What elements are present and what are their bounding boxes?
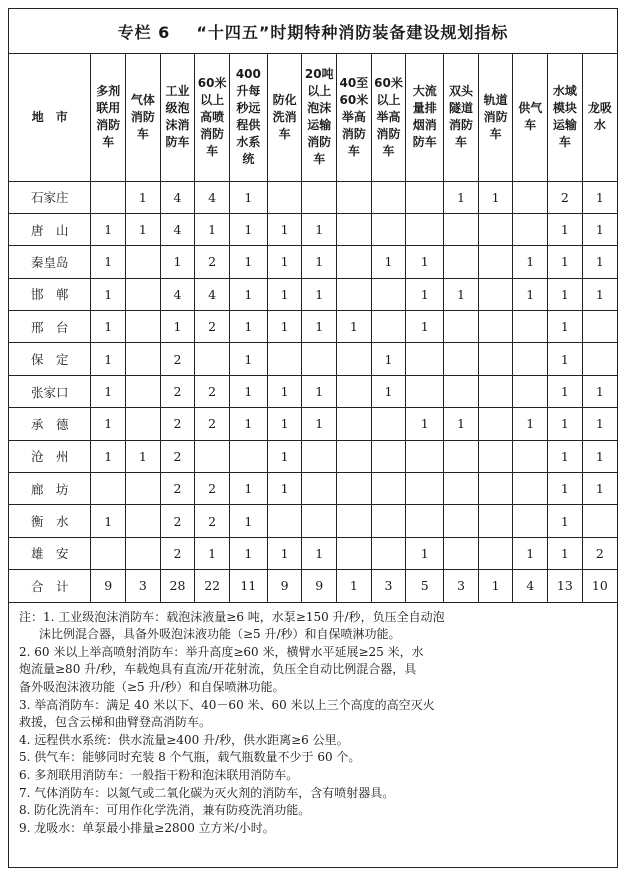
note-line: 8. 防化洗消车：可用作化学洗消，兼有防疫洗消功能。 (19, 803, 311, 818)
value-cell: 9 (91, 570, 126, 602)
value-cell: 5 (406, 570, 444, 602)
value-cell (371, 473, 406, 505)
document-page (8, 8, 618, 868)
value-cell: 1 (337, 311, 372, 343)
note-line: 救援，包含云梯和曲臂登高消防车。 (19, 715, 212, 730)
value-cell: 11 (229, 570, 267, 602)
value-cell: 1 (229, 278, 267, 310)
header-row (9, 54, 617, 181)
total-row (9, 570, 617, 602)
value-cell (582, 505, 617, 537)
city-cell: 唐 山 (9, 213, 91, 245)
value-cell: 1 (126, 181, 161, 213)
note-line: 5. 供气车：能够同时充装 8 个气瓶，载气瓶数量不少于 60 个。 (19, 750, 361, 765)
value-cell: 3 (126, 570, 161, 602)
city-cell: 张家口 (9, 375, 91, 407)
value-cell (478, 246, 513, 278)
value-cell: 1 (267, 537, 302, 569)
value-cell: 1 (548, 505, 583, 537)
value-cell (302, 473, 337, 505)
table-title (9, 9, 617, 54)
note-line: 注：1. 工业级泡沫消防车：载泡沫液量≥6 吨，水泵≥150 升/秒，负压全自动泡 (19, 609, 445, 624)
value-cell (513, 375, 548, 407)
value-cell: 9 (267, 570, 302, 602)
table-row (9, 375, 617, 407)
value-cell (302, 343, 337, 375)
value-cell: 4 (513, 570, 548, 602)
value-cell: 1 (302, 537, 337, 569)
header-label: 60米以上举高消防车 (374, 75, 403, 158)
header-label: 轨道消防车 (483, 92, 508, 141)
value-cell (444, 246, 479, 278)
city-cell: 石家庄 (9, 181, 91, 213)
value-cell (513, 440, 548, 472)
value-cell (444, 343, 479, 375)
value-cell (302, 440, 337, 472)
value-cell: 1 (406, 537, 444, 569)
value-cell: 1 (548, 537, 583, 569)
value-cell (478, 537, 513, 569)
header-cell (302, 54, 337, 181)
note-line: 沫比例混合器，具备外吸泡沫液功能（≥5 升/秒）和自保喷淋功能。 (39, 627, 401, 642)
header-label: 20吨以上泡沫运输消防车 (304, 67, 334, 167)
value-cell (337, 408, 372, 440)
value-cell: 3 (371, 570, 406, 602)
note-line: 备外吸泡沫液功能（≥5 升/秒）和自保喷淋功能。 (19, 679, 285, 694)
value-cell (513, 181, 548, 213)
value-cell (406, 440, 444, 472)
header-cell (126, 54, 161, 181)
city-cell: 雄 安 (9, 537, 91, 569)
value-cell: 1 (548, 440, 583, 472)
table-row (9, 343, 617, 375)
header-cell (229, 54, 267, 181)
value-cell: 1 (582, 408, 617, 440)
title-text: “十四五”时期特种消防装备建设规划指标 (196, 22, 509, 42)
value-cell (337, 440, 372, 472)
header-label: 工业级泡沫消防车 (165, 84, 190, 150)
value-cell: 1 (548, 213, 583, 245)
table-row (9, 537, 617, 569)
header-label: 防化洗消车 (272, 92, 297, 141)
value-cell (582, 311, 617, 343)
value-cell (371, 311, 406, 343)
note-line: 7. 气体消防车：以氮气或二氧化碳为灭火剂的消防车，含有喷射器具。 (19, 785, 395, 800)
value-cell (337, 537, 372, 569)
value-cell (126, 537, 161, 569)
value-cell: 1 (91, 278, 126, 310)
table-row (9, 246, 617, 278)
value-cell (478, 278, 513, 310)
value-cell: 2 (582, 537, 617, 569)
header-cell (406, 54, 444, 181)
value-cell: 1 (195, 537, 230, 569)
value-cell (126, 278, 161, 310)
value-cell: 2 (160, 505, 195, 537)
value-cell: 4 (195, 181, 230, 213)
value-cell (406, 181, 444, 213)
value-cell (582, 343, 617, 375)
value-cell: 28 (160, 570, 195, 602)
value-cell: 1 (229, 213, 267, 245)
value-cell (126, 311, 161, 343)
value-cell: 1 (444, 181, 479, 213)
value-cell: 1 (229, 246, 267, 278)
value-cell: 2 (195, 375, 230, 407)
value-cell: 1 (91, 311, 126, 343)
table-row (9, 505, 617, 537)
city-cell: 邯 郸 (9, 278, 91, 310)
header-label: 地 市 (31, 109, 68, 124)
value-cell: 2 (160, 408, 195, 440)
value-cell (406, 473, 444, 505)
value-cell: 1 (582, 181, 617, 213)
value-cell: 4 (195, 278, 230, 310)
header-cell (513, 54, 548, 181)
value-cell: 2 (195, 311, 230, 343)
value-cell: 1 (91, 505, 126, 537)
value-cell: 1 (267, 246, 302, 278)
value-cell: 1 (91, 408, 126, 440)
value-cell (371, 408, 406, 440)
notes-section (9, 603, 617, 838)
header-cell (337, 54, 372, 181)
header-cell (371, 54, 406, 181)
value-cell (337, 343, 372, 375)
value-cell (406, 375, 444, 407)
value-cell: 1 (513, 246, 548, 278)
header-cell (91, 54, 126, 181)
value-cell: 1 (229, 375, 267, 407)
value-cell: 4 (160, 181, 195, 213)
note-line: 9. 龙吸水：单泵最小排量≥2800 立方米/小时。 (19, 820, 275, 835)
value-cell (478, 375, 513, 407)
value-cell (371, 537, 406, 569)
value-cell: 1 (126, 213, 161, 245)
value-cell: 1 (160, 246, 195, 278)
value-cell: 1 (229, 473, 267, 505)
value-cell (337, 473, 372, 505)
value-cell (444, 440, 479, 472)
value-cell (91, 181, 126, 213)
value-cell (337, 181, 372, 213)
value-cell (337, 278, 372, 310)
table-row (9, 278, 617, 310)
value-cell (371, 278, 406, 310)
value-cell (195, 343, 230, 375)
note-line: 4. 远程供水系统：供水流量≥400 升/秒，供水距离≥6 公里。 (19, 732, 349, 747)
value-cell (267, 343, 302, 375)
note-line: 炮流量≥80 升/秒，车载炮具有直流/开花射流，负压全自动比例混合器，具 (19, 662, 417, 677)
value-cell (126, 375, 161, 407)
value-cell (444, 505, 479, 537)
value-cell (126, 473, 161, 505)
value-cell (406, 343, 444, 375)
city-cell: 承 德 (9, 408, 91, 440)
value-cell (91, 473, 126, 505)
value-cell: 1 (548, 343, 583, 375)
value-cell: 1 (267, 311, 302, 343)
table-body (9, 181, 617, 602)
value-cell (406, 213, 444, 245)
value-cell: 1 (195, 213, 230, 245)
value-cell: 1 (229, 505, 267, 537)
value-cell: 1 (406, 408, 444, 440)
value-cell: 1 (302, 278, 337, 310)
value-cell: 1 (406, 311, 444, 343)
value-cell: 2 (160, 343, 195, 375)
equipment-table (9, 54, 617, 603)
city-cell: 廊 坊 (9, 473, 91, 505)
value-cell: 1 (478, 181, 513, 213)
value-cell: 1 (548, 246, 583, 278)
city-cell: 邢 台 (9, 311, 91, 343)
value-cell (478, 440, 513, 472)
header-label: 供气车 (518, 101, 543, 133)
value-cell: 2 (160, 375, 195, 407)
value-cell (371, 505, 406, 537)
header-cell (444, 54, 479, 181)
value-cell: 1 (548, 473, 583, 505)
value-cell (267, 505, 302, 537)
value-cell: 1 (91, 343, 126, 375)
table-row (9, 181, 617, 213)
table-row (9, 311, 617, 343)
header-cell (478, 54, 513, 181)
value-cell: 1 (267, 408, 302, 440)
value-cell: 1 (406, 278, 444, 310)
value-cell: 1 (126, 440, 161, 472)
value-cell: 9 (302, 570, 337, 602)
value-cell: 1 (582, 375, 617, 407)
value-cell (478, 311, 513, 343)
value-cell (337, 246, 372, 278)
value-cell (302, 181, 337, 213)
value-cell: 4 (160, 278, 195, 310)
header-cell (548, 54, 583, 181)
value-cell: 10 (582, 570, 617, 602)
value-cell: 1 (302, 246, 337, 278)
value-cell: 1 (91, 246, 126, 278)
value-cell: 1 (337, 570, 372, 602)
value-cell: 13 (548, 570, 583, 602)
value-cell (371, 213, 406, 245)
table-row (9, 440, 617, 472)
value-cell: 1 (582, 440, 617, 472)
note-line: 2. 60 米以上举高喷射消防车：举升高度≥60 米，横臂水平延展≥25 米，水 (19, 644, 424, 659)
value-cell (513, 311, 548, 343)
value-cell: 1 (513, 278, 548, 310)
value-cell: 2 (195, 246, 230, 278)
value-cell: 1 (302, 213, 337, 245)
value-cell: 1 (582, 473, 617, 505)
value-cell (371, 440, 406, 472)
value-cell (126, 505, 161, 537)
value-cell: 2 (195, 473, 230, 505)
value-cell: 1 (582, 278, 617, 310)
header-cell (267, 54, 302, 181)
value-cell: 1 (267, 213, 302, 245)
value-cell: 1 (267, 473, 302, 505)
value-cell (478, 213, 513, 245)
value-cell (444, 213, 479, 245)
value-cell: 1 (91, 213, 126, 245)
value-cell: 1 (229, 181, 267, 213)
header-label: 大流量排烟消防车 (412, 84, 437, 150)
value-cell: 4 (160, 213, 195, 245)
value-cell: 1 (229, 311, 267, 343)
value-cell: 1 (513, 408, 548, 440)
value-cell: 1 (229, 343, 267, 375)
table-row (9, 213, 617, 245)
value-cell: 1 (229, 408, 267, 440)
value-cell (513, 473, 548, 505)
note-line: 6. 多剂联用消防车：一般指干粉和泡沫联用消防车。 (19, 767, 299, 782)
value-cell: 1 (548, 311, 583, 343)
header-cell (195, 54, 230, 181)
value-cell (444, 473, 479, 505)
value-cell: 1 (371, 375, 406, 407)
value-cell: 2 (160, 537, 195, 569)
value-cell (337, 213, 372, 245)
value-cell (444, 375, 479, 407)
value-cell (337, 505, 372, 537)
header-cell (160, 54, 195, 181)
value-cell (91, 537, 126, 569)
value-cell (406, 505, 444, 537)
value-cell: 1 (302, 375, 337, 407)
value-cell: 1 (267, 375, 302, 407)
value-cell: 1 (267, 278, 302, 310)
city-cell: 沧 州 (9, 440, 91, 472)
title-tag: 专栏 6 (117, 22, 171, 42)
value-cell: 1 (444, 408, 479, 440)
value-cell: 1 (91, 375, 126, 407)
value-cell: 2 (160, 440, 195, 472)
header-city (9, 54, 91, 181)
value-cell: 1 (160, 311, 195, 343)
city-cell: 秦皇岛 (9, 246, 91, 278)
table-row (9, 473, 617, 505)
value-cell: 1 (302, 311, 337, 343)
value-cell (229, 440, 267, 472)
value-cell (371, 181, 406, 213)
value-cell (195, 440, 230, 472)
value-cell (126, 343, 161, 375)
value-cell (444, 311, 479, 343)
header-cell (582, 54, 617, 181)
value-cell: 1 (582, 213, 617, 245)
header-label: 多剂联用消防车 (96, 84, 121, 150)
value-cell: 1 (444, 278, 479, 310)
header-label: 龙吸水 (587, 101, 612, 133)
value-cell: 1 (548, 408, 583, 440)
value-cell: 1 (406, 246, 444, 278)
value-cell (513, 343, 548, 375)
value-cell: 1 (371, 246, 406, 278)
value-cell (302, 505, 337, 537)
value-cell (444, 537, 479, 569)
value-cell (267, 181, 302, 213)
value-cell (478, 505, 513, 537)
header-label: 60米以上高喷消防车 (197, 75, 227, 158)
value-cell (337, 375, 372, 407)
header-label: 400升每秒远程供水系统 (235, 67, 261, 167)
value-cell (126, 408, 161, 440)
city-cell: 衡 水 (9, 505, 91, 537)
value-cell: 3 (444, 570, 479, 602)
value-cell: 1 (513, 537, 548, 569)
value-cell (478, 343, 513, 375)
city-cell: 保 定 (9, 343, 91, 375)
city-cell: 合 计 (9, 570, 91, 602)
value-cell (126, 246, 161, 278)
value-cell: 1 (478, 570, 513, 602)
header-label: 双头隧道消防车 (448, 84, 473, 150)
note-line: 3. 举高消防车：满足 40 米以下、40－60 米、60 米以上三个高度的高空灭火 (19, 697, 435, 712)
value-cell: 1 (267, 440, 302, 472)
value-cell (478, 408, 513, 440)
value-cell (513, 505, 548, 537)
value-cell: 1 (302, 408, 337, 440)
value-cell: 2 (548, 181, 583, 213)
value-cell: 2 (195, 408, 230, 440)
value-cell: 22 (195, 570, 230, 602)
value-cell: 2 (195, 505, 230, 537)
value-cell: 1 (229, 537, 267, 569)
value-cell: 1 (548, 278, 583, 310)
value-cell (478, 473, 513, 505)
value-cell: 1 (582, 246, 617, 278)
value-cell: 1 (371, 343, 406, 375)
table-row (9, 408, 617, 440)
value-cell: 1 (91, 440, 126, 472)
value-cell: 1 (548, 375, 583, 407)
header-label: 水域模块运输车 (552, 84, 577, 150)
value-cell (513, 213, 548, 245)
header-label: 40至60米举高消防车 (339, 75, 369, 158)
header-label: 气体消防车 (130, 92, 155, 141)
value-cell: 2 (160, 473, 195, 505)
